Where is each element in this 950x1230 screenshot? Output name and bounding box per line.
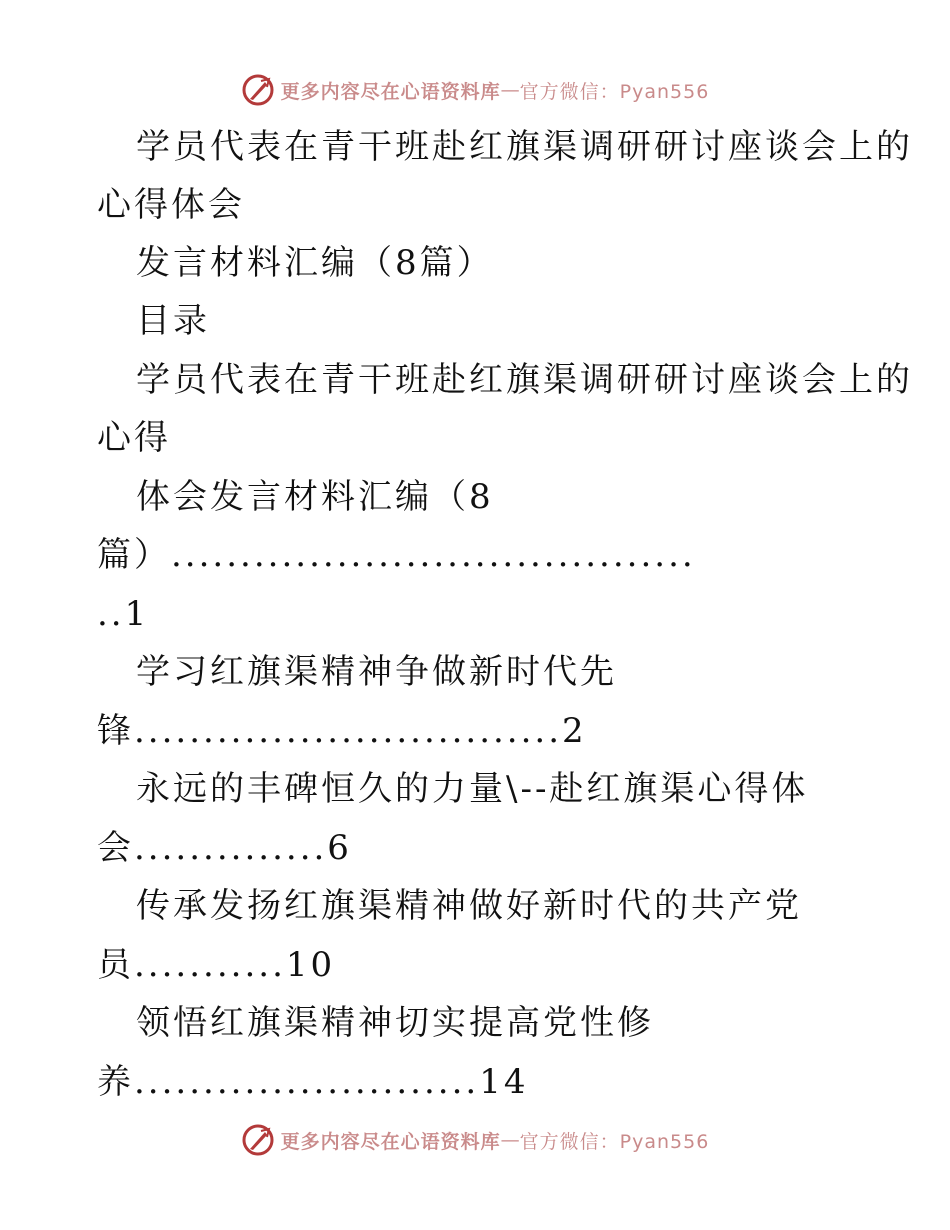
- toc-entry-2-line2: 锋...............................2: [97, 711, 587, 751]
- toc-entry-1-line1: 学员代表在青干班赴红旗渠调研研讨座谈会上的: [136, 360, 913, 400]
- toc-entry-5-line1: 领悟红旗渠精神切实提高党性修: [136, 1003, 654, 1043]
- doc-title-line3: 发言材料汇编（8篇）: [136, 243, 494, 283]
- feather-pen-logo-icon: [241, 1123, 275, 1157]
- toc-entry-4-line1: 传承发扬红旗渠精神做好新时代的共产党: [136, 886, 802, 926]
- toc-entry-1-line4: 篇）......................................: [97, 535, 696, 575]
- doc-title-line2: 心得体会: [97, 185, 245, 225]
- toc-entry-1-line2: 心得: [97, 418, 171, 458]
- feather-pen-logo-icon: [241, 73, 275, 107]
- banner-text: 更多内容尽在心语资料库: [280, 1130, 501, 1153]
- toc-entry-3-line2: 会..............6: [97, 828, 352, 868]
- toc-entry-5-line2: 养.........................14: [97, 1062, 529, 1102]
- banner-wechat: 官方微信：Pyan556: [519, 1130, 710, 1153]
- banner-separator: —: [500, 79, 520, 101]
- toc-entry-1-line5: ..1: [97, 594, 150, 634]
- banner-wechat: 官方微信：Pyan556: [519, 80, 710, 103]
- toc-entry-3-line1: 永远的丰碑恒久的力量\--赴红旗渠心得体: [136, 769, 809, 809]
- toc-entry-2-line1: 学习红旗渠精神争做新时代先: [136, 652, 617, 692]
- toc-entry-1-line3: 体会发言材料汇编（8: [136, 477, 494, 517]
- doc-title-line1: 学员代表在青干班赴红旗渠调研研讨座谈会上的: [136, 127, 913, 167]
- banner-text: 更多内容尽在心语资料库: [280, 80, 501, 103]
- toc-entry-4-line2: 员...........10: [97, 945, 336, 985]
- toc-heading: 目录: [136, 301, 210, 341]
- header-banner: [0, 70, 950, 110]
- footer-banner: [0, 1120, 950, 1160]
- banner-separator: —: [500, 1129, 520, 1151]
